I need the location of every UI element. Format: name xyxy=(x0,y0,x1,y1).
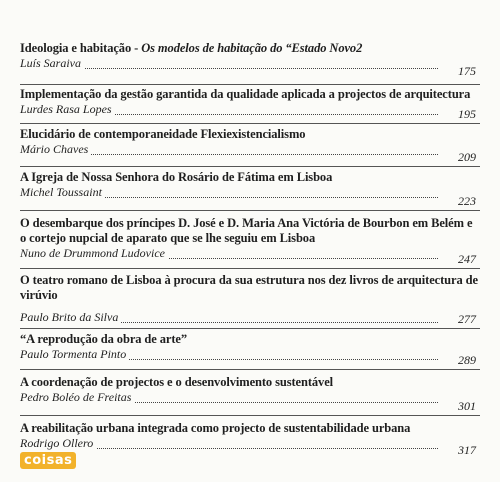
separator-rule xyxy=(20,268,480,269)
entry-author: Pedro Boléo de Freitas xyxy=(20,390,134,405)
entry-title xyxy=(20,41,480,56)
entry-author: Lurdes Rasa Lopes xyxy=(20,102,115,117)
separator-rule xyxy=(20,84,480,85)
toc-entry xyxy=(20,170,480,200)
entry-author-line xyxy=(20,390,480,405)
entry-title: Implementação da gestão garantida da qualidade aplicada a projectos de arquitectura xyxy=(20,87,471,101)
toc-entry xyxy=(20,332,480,362)
entry-title: “A reprodução da obra de arte” xyxy=(20,332,188,346)
entry-page-number: 247 xyxy=(458,252,476,266)
separator-rule xyxy=(20,210,480,211)
entry-author-line xyxy=(20,246,480,261)
entry-title-italic: Os modelos de habitação do “Estado Novo2 xyxy=(141,41,363,55)
entry-page-number: 209 xyxy=(458,150,476,164)
separator-rule xyxy=(20,123,480,124)
entry-author-line xyxy=(20,102,480,117)
entry-title: A coordenação de projectos e o desenvolvimento sustentável xyxy=(20,375,334,389)
entry-title: O desembarque dos príncipes D. José e D. Maria Ana Victória de Bourbon em Belém e o cortejo nupcial de aparato que se lhe seguiu em Lisboa xyxy=(20,216,473,245)
entry-page-number: 289 xyxy=(458,353,476,367)
entry-author-line xyxy=(20,310,480,325)
entry-author: Michel Toussaint xyxy=(20,185,105,200)
entry-title: A reabilitação urbana integrada como projecto de sustentabilidade urbana xyxy=(20,421,411,435)
entry-author: Nuno de Drummond Ludovice xyxy=(20,246,168,261)
separator-rule xyxy=(20,369,480,370)
entry-page-number: 175 xyxy=(458,64,476,78)
entry-author: Rodrigo Ollero xyxy=(20,436,96,451)
entry-author: Mário Chaves xyxy=(20,142,91,157)
watermark-logo: coisas xyxy=(20,452,76,469)
toc-entry xyxy=(20,375,480,405)
entry-author-line xyxy=(20,185,480,200)
entry-author: Paulo Tormenta Pinto xyxy=(20,347,129,362)
separator-rule xyxy=(20,415,480,416)
toc-entry xyxy=(20,127,480,157)
separator-rule xyxy=(20,328,480,329)
entry-title: Elucidário de contemporaneidade Flexiexistencialismo xyxy=(20,127,306,141)
separator-rule xyxy=(20,166,480,167)
entry-author-line xyxy=(20,142,480,157)
entry-author-line xyxy=(20,347,480,362)
entry-title: O teatro romano de Lisboa à procura da sua estrutura nos dez livros de arquitectura de virúvio xyxy=(20,273,478,302)
toc-entry xyxy=(20,216,480,261)
entry-author-line xyxy=(20,436,480,451)
entry-page-number: 317 xyxy=(458,443,476,457)
entry-title: A Igreja de Nossa Senhora do Rosário de Fátima em Lisboa xyxy=(20,170,333,184)
toc-entry xyxy=(20,421,480,451)
toc-entry xyxy=(20,273,480,325)
entry-page-number: 195 xyxy=(458,107,476,121)
entry-author-line xyxy=(20,56,480,71)
entry-page-number: 301 xyxy=(458,399,476,413)
entry-title-text: Ideologia e habitação - xyxy=(20,41,142,55)
toc-entry xyxy=(20,41,480,71)
entry-page-number: 223 xyxy=(458,194,476,208)
entry-author: Luís Saraiva xyxy=(20,56,84,71)
toc-entry xyxy=(20,87,480,117)
entry-page-number: 277 xyxy=(458,312,476,326)
entry-author: Paulo Brito da Silva xyxy=(20,310,121,325)
